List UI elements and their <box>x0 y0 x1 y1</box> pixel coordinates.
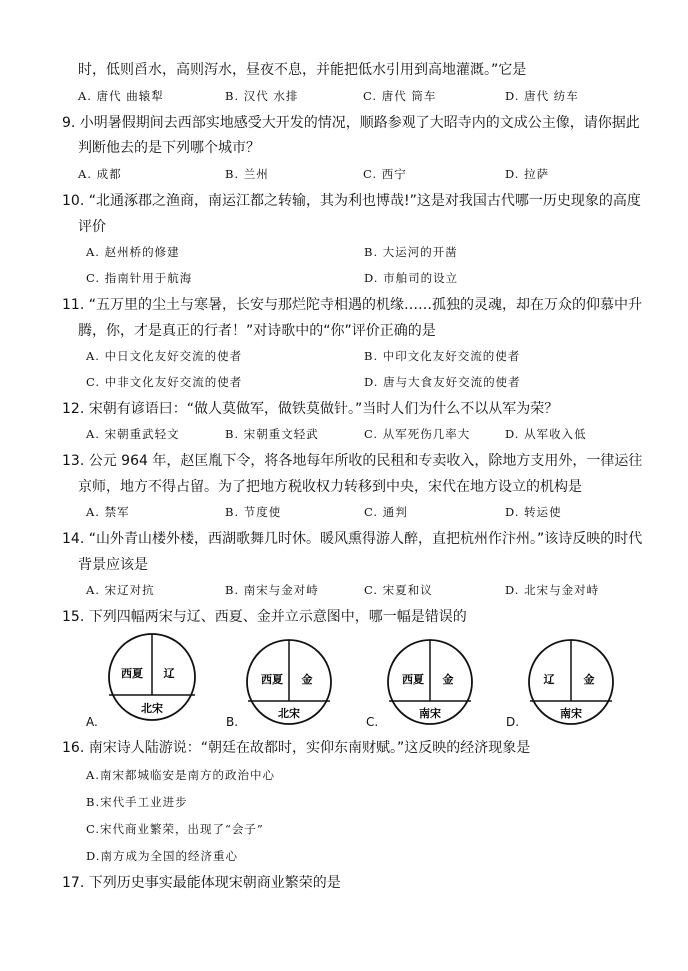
q15-map-c-left: 西夏 <box>402 673 424 686</box>
q16-option-c[interactable]: C.宋代商业繁荣，出现了“会子” <box>86 822 264 836</box>
q9-option-d[interactable]: D. 拉萨 <box>505 167 550 181</box>
q13-option-c[interactable]: C. 通判 <box>364 505 408 519</box>
q8-option-a[interactable]: A. 唐代 曲辕犁 <box>78 89 164 103</box>
q12-option-a[interactable]: A. 宋朝重武轻文 <box>86 427 180 441</box>
q15-map-b-bottom: 北宋 <box>278 707 300 720</box>
q15-map-c-right: 金 <box>442 673 454 686</box>
q15-map-a[interactable] <box>107 632 197 722</box>
q8-option-b[interactable]: B. 汉代 水排 <box>225 89 299 103</box>
q13-option-b[interactable]: B. 节度使 <box>225 505 282 519</box>
q15-map-d-left: 辽 <box>543 673 555 686</box>
q14-option-a[interactable]: A. 宋辽对抗 <box>86 583 155 597</box>
q10-option-b[interactable]: B. 大运河的开凿 <box>364 245 458 259</box>
q13-stem-line1: 13. 公元 964 年，赵匡胤下令，将各地每年所收的民租和专卖收入，除地方支用外，一律运往 <box>62 453 643 469</box>
q15-option-b-label[interactable]: B. <box>226 715 239 729</box>
q14-stem-line1: 14. “山外青山楼外楼，西湖歌舞几时休。暖风熏得游人醉，直把杭州作汴州。”该诗反映的时代 <box>62 531 643 547</box>
q15-map-c-bottom: 南宋 <box>419 707 441 720</box>
q9-option-b[interactable]: B. 兰州 <box>225 167 269 181</box>
q9-option-c[interactable]: C. 西宁 <box>363 167 407 181</box>
q15-map-b[interactable] <box>245 638 333 726</box>
q16-stem-line1: 16. 南宋诗人陆游说：“朝廷在故都时，实仰东南财赋。”这反映的经济现象是 <box>62 740 531 756</box>
q16-option-b[interactable]: B.宋代手工业进步 <box>86 795 188 809</box>
q15-map-a-bottom: 北宋 <box>141 702 163 715</box>
q14-option-d[interactable]: D. 北宋与金对峙 <box>505 583 600 597</box>
q13-option-d[interactable]: D. 转运使 <box>505 505 562 519</box>
q15-map-d-bottom: 南宋 <box>560 707 582 720</box>
q11-option-a[interactable]: A. 中日文化友好交流的使者 <box>86 349 243 363</box>
q11-stem-line2: 腾，你，才是真正的行者！”对诗歌中的“你”评价正确的是 <box>78 323 436 339</box>
q15-map-d-right: 金 <box>583 673 595 686</box>
q15-map-d[interactable] <box>527 638 615 726</box>
q9-stem-line1: 9. 小明暑假期间去西部实地感受大开发的情况，顺路参观了大昭寺内的文成公主像，请你据此 <box>62 115 640 131</box>
q8-option-d[interactable]: D. 唐代 纺车 <box>505 89 579 103</box>
q10-option-d[interactable]: D. 市舶司的设立 <box>364 271 459 285</box>
q14-option-b[interactable]: B. 南宋与金对峙 <box>225 583 319 597</box>
q15-option-c-label[interactable]: C. <box>366 715 379 729</box>
q17-stem-line1: 17. 下列历史事实最能体现宋朝商业繁荣的是 <box>62 875 341 891</box>
q10-stem-line1: 10. “北通涿郡之渔商，南运江都之转输，其为利也博哉!”这是对我国古代哪一历史现象的高度 <box>62 193 641 209</box>
q15-option-d-label[interactable]: D. <box>506 715 520 729</box>
q12-option-b[interactable]: B. 宋朝重文轻武 <box>225 427 319 441</box>
q12-option-d[interactable]: D. 从军收入低 <box>505 427 587 441</box>
q15-map-b-right: 金 <box>301 673 313 686</box>
q11-option-d[interactable]: D. 唐与大食友好交流的使者 <box>364 375 521 389</box>
q13-option-a[interactable]: A. 禁军 <box>86 505 130 519</box>
q15-map-a-left: 西夏 <box>121 667 143 680</box>
q15-map-c[interactable] <box>386 638 474 726</box>
q12-stem-line1: 12. 宋朝有谚语曰：“做人莫做军，做铁莫做针。”当时人们为什么不以从军为荣？ <box>62 401 559 417</box>
q11-option-b[interactable]: B. 中印文化友好交流的使者 <box>364 349 521 363</box>
q9-stem-line2: 判断他去的是下列哪个城市？ <box>78 140 260 156</box>
q8-stem-continued: 时，低则舀水，高则泻水，昼夜不息，并能把低水引用到高地灌溉。”它是 <box>78 62 527 78</box>
q14-stem-line2: 背景应该是 <box>78 557 148 573</box>
q15-map-a-right: 辽 <box>163 667 175 680</box>
q16-option-d[interactable]: D.南方成为全国的经济重心 <box>86 849 238 863</box>
q15-option-a-label[interactable]: A. <box>86 715 98 729</box>
q16-option-a[interactable]: A.南宋都城临安是南方的政治中心 <box>86 768 275 782</box>
q8-option-c[interactable]: C. 唐代 筒车 <box>363 89 437 103</box>
q9-option-a[interactable]: A. 成都 <box>78 167 122 181</box>
q11-stem-line1: 11. “五万里的尘土与寒暑，长安与那烂陀寺相遇的机缘……孤独的灵魂，却在万众的仰慕中升 <box>62 297 642 313</box>
q15-stem-line1: 15. 下列四幅两宋与辽、西夏、金并立示意图中，哪一幅是错误的 <box>62 609 467 625</box>
q10-option-c[interactable]: C. 指南针用于航海 <box>86 271 193 285</box>
q15-map-b-left: 西夏 <box>261 673 283 686</box>
q11-option-c[interactable]: C. 中非文化友好交流的使者 <box>86 375 243 389</box>
q10-option-a[interactable]: A. 赵州桥的修建 <box>86 245 180 259</box>
q13-stem-line2: 京师，地方不得占留。为了把地方税收权力转移到中央，宋代在地方设立的机构是 <box>78 479 582 495</box>
q14-option-c[interactable]: C. 宋夏和议 <box>364 583 433 597</box>
q12-option-c[interactable]: C. 从军死伤几率大 <box>364 427 471 441</box>
q10-stem-line2: 评价 <box>78 219 106 235</box>
